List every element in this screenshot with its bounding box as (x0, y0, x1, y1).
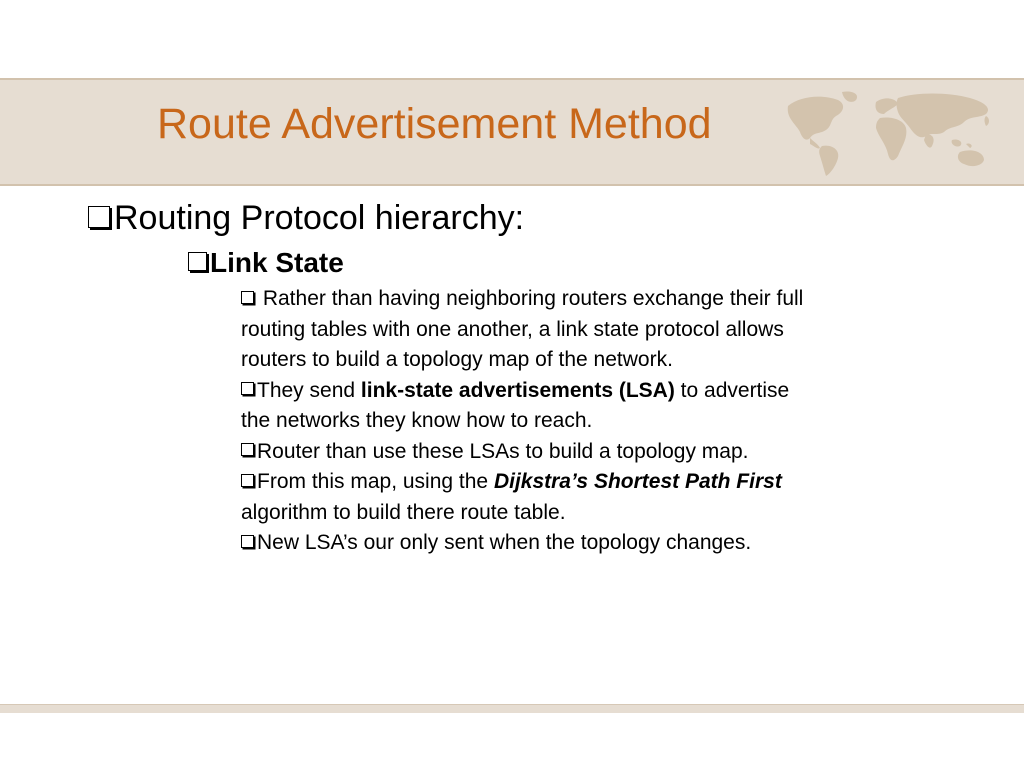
bullet-level2 (188, 244, 344, 282)
checkbox-bullet-icon (188, 252, 207, 271)
checkbox-bullet-icon (241, 443, 254, 456)
world-map-icon (780, 88, 1010, 178)
list-item (241, 467, 811, 528)
footer-divider (0, 704, 1024, 713)
bullet-list-level3 (241, 284, 811, 559)
level2-text: Link State (210, 247, 344, 278)
item-text: They send (257, 378, 361, 402)
header-band (0, 78, 1024, 186)
list-item (241, 528, 811, 559)
slide-title: Route Advertisement Method (157, 100, 712, 148)
item-text: New LSA’s our only sent when the topology changes. (257, 531, 752, 554)
list-item (241, 437, 811, 468)
item-bold-term: link-state advertisements (LSA) (360, 378, 675, 402)
item-text: to advertise the networks they know how to reach. (241, 378, 790, 432)
list-item (241, 376, 811, 437)
checkbox-bullet-icon (241, 382, 254, 395)
list-item (241, 284, 811, 376)
item-text: Rather than having neighboring routers exchange their full routing tables with one another, a link state protocol allows routers to build a topology map of the network. (241, 287, 804, 371)
item-bold-italic-term: Dijkstra’s Shortest Path First (493, 470, 782, 493)
item-text: Router than use these LSAs to build a topology map. (257, 439, 749, 463)
item-text: From this map, using the (257, 470, 494, 493)
bullet-level1 (88, 196, 524, 240)
level1-text: Routing Protocol hierarchy: (114, 199, 525, 237)
checkbox-bullet-icon (241, 535, 254, 548)
checkbox-bullet-icon (88, 206, 110, 228)
item-text: algorithm to build there route table. (241, 500, 566, 524)
checkbox-bullet-icon (241, 474, 254, 487)
checkbox-bullet-icon (241, 291, 254, 304)
